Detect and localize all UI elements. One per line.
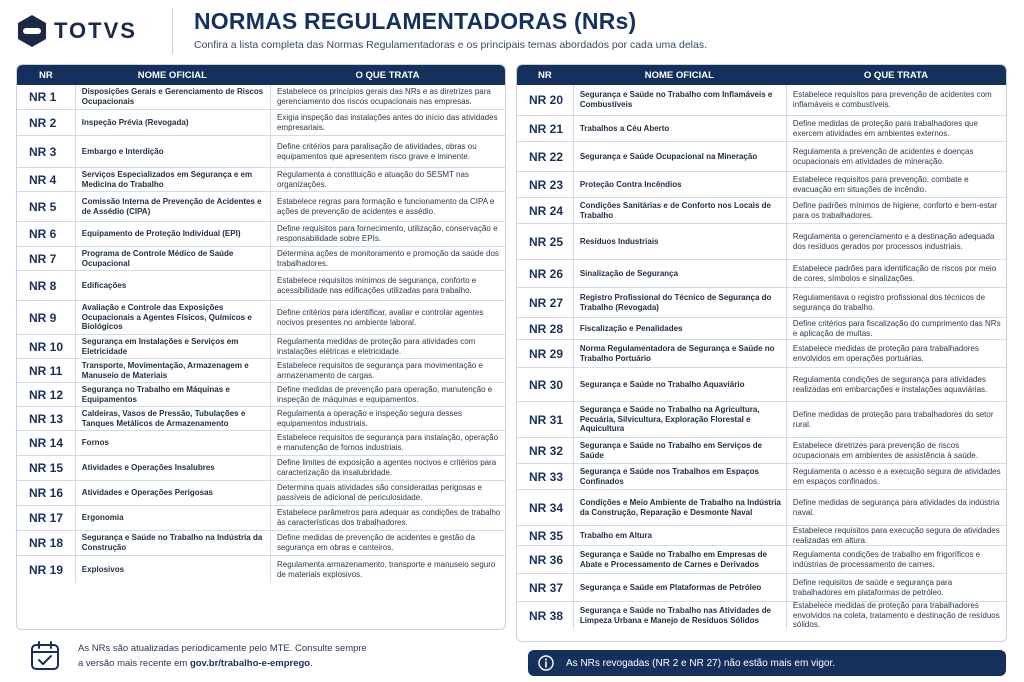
- table-row: [517, 259, 1006, 287]
- gov-link[interactable]: gov.br/trabalho-e-emprego: [189, 658, 311, 669]
- nr-number: NR 11: [29, 363, 63, 378]
- nr-official-name: Explosivos: [75, 556, 270, 583]
- nr-number: NR 4: [29, 172, 57, 187]
- nr-description: Estabelece parâmetros para adequar as condições de trabalho às características dos trabalhadores.: [270, 506, 505, 530]
- nr-official-name: Segurança e Saúde no Trabalho em Serviços de Saúde: [573, 438, 786, 463]
- nr-description: Regulamentava o registro profissional dos técnicos de segurança do trabalho.: [786, 288, 1006, 317]
- nr-description: Define medidas de segurança para atividades da indústria naval.: [786, 490, 1006, 525]
- table-row: [17, 455, 505, 480]
- nr-description: Define padrões mínimos de higiene, conforto e bem-estar para os trabalhadores.: [786, 198, 1006, 223]
- nr-number: NR 27: [529, 295, 564, 310]
- nr-official-name: Segurança e Saúde nos Trabalhos em Espaços Confinados: [573, 464, 786, 489]
- nr-official-name: Segurança e Saúde no Trabalho na Agricultura, Pecuária, Silvicultura, Exploração Florestal e Aquicultura: [573, 402, 786, 437]
- table-row: [517, 525, 1006, 545]
- nr-description: Define limites de exposição a agentes nocivos e critérios para caracterização da insalubridade.: [270, 456, 505, 480]
- update-note-line2: [78, 656, 367, 671]
- page-title: NORMAS REGULAMENTADORAS (NRs): [194, 8, 637, 34]
- table-row: [517, 367, 1006, 401]
- nr-number: NR 16: [29, 486, 64, 500]
- info-icon: [538, 655, 554, 671]
- nr-description: Regulamenta o acesso e a execução segura de atividades em espaços confinados.: [786, 464, 1006, 489]
- table-row: [17, 555, 505, 583]
- nr-official-name: Segurança em Instalações e Serviços em Eletricidade: [75, 335, 270, 358]
- update-note-suffix: .: [310, 658, 313, 669]
- nr-number: NR 34: [529, 500, 564, 515]
- nr-number: NR 33: [529, 469, 564, 484]
- nr-official-name: Trabalhos a Céu Aberto: [573, 116, 786, 141]
- nr-number: NR 14: [29, 436, 64, 450]
- nr-official-name: Avaliação e Controle das Exposições Ocupacionais a Agentes Físicos, Químicos e Biológicos: [75, 301, 270, 334]
- nr-description: Regulamenta condições de segurança para atividades realizadas em embarcações e instalações aquaviárias.: [786, 368, 1006, 401]
- table-row: [517, 141, 1006, 171]
- brand-name: TOTVS: [54, 18, 137, 43]
- nr-official-name: Condições Sanitárias e de Conforto nos Locais de Trabalho: [573, 198, 786, 223]
- nr-official-name: Trabalho em Altura: [573, 526, 786, 545]
- header-divider: [172, 8, 173, 54]
- nr-number: NR 21: [529, 121, 564, 136]
- nr-number: NR 12: [29, 387, 64, 402]
- table-row: [517, 437, 1006, 463]
- nr-description: Define medidas de proteção para trabalhadores do setor rural.: [786, 402, 1006, 437]
- nr-official-name: Edificações: [75, 271, 270, 300]
- nr-number: NR 25: [529, 234, 564, 249]
- nr-description: Define critérios para identificar, avaliar e controlar agentes nocivos presentes no ambiente laboral.: [270, 301, 505, 334]
- nr-description: Regulamenta condições de trabalho em frigoríficos e indústrias de processamento de carnes.: [786, 546, 1006, 573]
- table-header: [17, 65, 505, 85]
- nr-official-name: Programa de Controle Médico de Saúde Ocupacional: [75, 247, 270, 270]
- nr-description: Estabelece requisitos para prevenção, combate e evacuação em situações de incêndio.: [786, 172, 1006, 197]
- nr-description: Estabelece regras para formação e funcionamento da CIPA e ações de prevenção de acidentes e assédio.: [270, 192, 505, 221]
- nr-description: Define critérios para paralisação de atividades, obras ou equipamentos que apresentem risco grave e iminente.: [270, 136, 505, 167]
- table-row: [517, 223, 1006, 259]
- table-body: [517, 85, 1006, 629]
- table-row: [517, 401, 1006, 437]
- nr-number: NR 3: [29, 144, 57, 159]
- table-row: [17, 505, 505, 530]
- table-row: [17, 334, 505, 358]
- header: [0, 0, 1024, 62]
- nr-number: NR 30: [529, 377, 564, 392]
- column-header-name: NOME OFICIAL: [137, 69, 207, 81]
- nr-description: Exigia inspeção das instalações antes do início das atividades empresariais.: [270, 110, 505, 135]
- column-header-nr: NR: [538, 69, 552, 81]
- update-note-prefix: a versão mais recente em: [78, 658, 190, 669]
- nr-number: NR 1: [29, 90, 57, 104]
- revoked-notice: [528, 650, 1006, 676]
- nr-description: Estabelece medidas de proteção para trabalhadores envolvidos em operações portuárias.: [786, 340, 1006, 367]
- nr-official-name: Caldeiras, Vasos de Pressão, Tubulações e Tanques Metálicos de Armazenamento: [75, 407, 270, 430]
- nr-official-name: Segurança e Saúde no Trabalho na Indústria da Construção: [75, 531, 270, 555]
- nr-number: NR 37: [529, 580, 564, 595]
- nr-number: NR 5: [29, 199, 57, 214]
- nr-official-name: Comissão Interna de Prevenção de Acidentes e de Assédio (CIPA): [75, 192, 270, 221]
- nr-official-name: Norma Regulamentadora de Segurança e Saúde no Trabalho Portuário: [573, 340, 786, 367]
- column-header-nr: NR: [39, 69, 53, 81]
- nr-description: Estabelece requisitos para prevenção de acidentes com inflamáveis e combustíveis.: [786, 85, 1006, 115]
- nr-description: Estabelece diretrizes para prevenção de riscos ocupacionais em ambientes de assistência à saúde.: [786, 438, 1006, 463]
- table-row: [517, 601, 1006, 629]
- table-row: [517, 339, 1006, 367]
- table-row: [17, 382, 505, 406]
- nr-official-name: Segurança no Trabalho em Máquinas e Equipamentos: [75, 383, 270, 406]
- nr-description: Regulamenta medidas de proteção para atividades com instalações elétricas e eletricidade.: [270, 335, 505, 358]
- totvs-logo[interactable]: [16, 14, 137, 48]
- nr-description: Determina quais atividades são consideradas perigosas e passíveis de adicional de periculosidade.: [270, 481, 505, 505]
- nr-description: Define medidas de prevenção para operação, manutenção e inspeção de máquinas e equipamentos.: [270, 383, 505, 406]
- nr-description: Estabelece requisitos de segurança para movimentação e armazenamento de cargas.: [270, 359, 505, 382]
- table-header: [517, 65, 1006, 85]
- table-row: [17, 406, 505, 430]
- table-body: [17, 85, 505, 583]
- table-row: [517, 545, 1006, 573]
- nr-official-name: Disposições Gerais e Gerenciamento de Riscos Ocupacionais: [75, 85, 270, 109]
- nr-description: Regulamenta a prevenção de acidentes e doenças ocupacionais em atividades de mineração.: [786, 142, 1006, 171]
- nr-number: NR 22: [529, 149, 564, 164]
- table-row: [17, 430, 505, 455]
- nr-number: NR 9: [29, 310, 57, 325]
- nr-number: NR 18: [29, 536, 64, 550]
- table-row: [517, 463, 1006, 489]
- table-row: [17, 221, 505, 246]
- table-row: [517, 85, 1006, 115]
- nr-official-name: Condições e Meio Ambiente de Trabalho na Indústria da Construção, Reparação e Desmonte Naval: [573, 490, 786, 525]
- nr-official-name: Segurança e Saúde no Trabalho com Inflamáveis e Combustíveis: [573, 85, 786, 115]
- nr-number: NR 26: [529, 266, 564, 281]
- nr-number: NR 20: [529, 93, 564, 107]
- table-row: [517, 197, 1006, 223]
- nr-description: Define medidas de proteção para trabalhadores que exercem atividades em ambientes externos.: [786, 116, 1006, 141]
- nr-description: Define critérios para fiscalização do cumprimento das NRs e aplicação de multas.: [786, 318, 1006, 339]
- nr-official-name: Inspeção Prévia (Revogada): [75, 110, 270, 135]
- nr-number: NR 19: [29, 562, 64, 577]
- table-row: [517, 317, 1006, 339]
- column-header-desc: O QUE TRATA: [863, 69, 928, 81]
- table-row: [17, 135, 505, 167]
- totvs-logo-icon: [16, 14, 48, 48]
- nr-description: Regulamenta a constituição e atuação do SESMT nas organizações.: [270, 168, 505, 191]
- table-row: [17, 480, 505, 505]
- table-row: [517, 489, 1006, 525]
- table-row: [17, 167, 505, 191]
- nr-table-left: [16, 64, 506, 630]
- revoked-notice-text: As NRs revogadas (NR 2 e NR 27) não estão mais em vigor.: [566, 657, 835, 669]
- nr-description: Estabelece os princípios gerais das NRs e as diretrizes para gerenciamento dos riscos ocupacionais nas empresas.: [270, 85, 505, 109]
- nr-official-name: Fiscalização e Penalidades: [573, 318, 786, 339]
- nr-number: NR 31: [529, 412, 564, 427]
- calendar-check-icon: [30, 640, 60, 672]
- nr-number: NR 28: [529, 321, 564, 336]
- nr-official-name: Embargo e Interdição: [75, 136, 270, 167]
- nr-official-name: Segurança e Saúde no Trabalho Aquaviário: [573, 368, 786, 401]
- table-row: [17, 530, 505, 555]
- nr-description: Define medidas de prevenção de acidentes e gestão da segurança em obras e canteiros.: [270, 531, 505, 555]
- table-row: [17, 300, 505, 334]
- nr-official-name: Fornos: [75, 431, 270, 455]
- update-note-line1: As NRs são atualizadas periodicamente pelo MTE. Consulte sempre: [78, 642, 367, 654]
- update-note: [30, 640, 367, 672]
- nr-official-name: Transporte, Movimentação, Armazenagem e Manuseio de Materiais: [75, 359, 270, 382]
- nr-description: Estabelece padrões para identificação de riscos por meio de cores, símbolos e sinalizações.: [786, 260, 1006, 287]
- nr-number: NR 8: [29, 278, 57, 293]
- nr-number: NR 10: [29, 339, 64, 354]
- nr-number: NR 38: [529, 608, 564, 623]
- table-row: [17, 85, 505, 109]
- table-row: [17, 270, 505, 300]
- nr-official-name: Atividades e Operações Perigosas: [75, 481, 270, 505]
- nr-number: NR 6: [29, 227, 57, 241]
- page-subtitle: Confira a lista completa das Normas Regulamentadoras e os principais temas abordados por cada uma delas.: [194, 39, 708, 51]
- nr-official-name: Segurança e Saúde em Plataformas de Petróleo: [573, 574, 786, 601]
- nr-description: Estabelece requisitos mínimos de segurança, conforto e acessibilidade nas edificações utilizadas para trabalho.: [270, 271, 505, 300]
- table-row: [517, 171, 1006, 197]
- table-row: [517, 287, 1006, 317]
- table-row: [17, 191, 505, 221]
- nr-description: Estabelece medidas de proteção para trabalhadores envolvidos na coleta, tratamento e destinação de resíduos sólidos.: [786, 602, 1006, 629]
- nr-official-name: Equipamento de Proteção Individual (EPI): [75, 222, 270, 246]
- update-note-text: [78, 641, 367, 671]
- table-row: [517, 115, 1006, 141]
- nr-official-name: Proteção Contra Incêndios: [573, 172, 786, 197]
- table-row: [17, 358, 505, 382]
- nr-official-name: Registro Profissional do Técnico de Segurança do Trabalho (Revogada): [573, 288, 786, 317]
- table-row: [17, 246, 505, 270]
- nr-official-name: Serviços Especializados em Segurança e em Medicina do Trabalho: [75, 168, 270, 191]
- nr-number: NR 2: [29, 115, 57, 130]
- nr-description: Define requisitos para fornecimento, utilização, conservação e responsabilidade sobre EPIs.: [270, 222, 505, 246]
- nr-table-right: [516, 64, 1007, 642]
- table-row: [17, 109, 505, 135]
- nr-official-name: Sinalização de Segurança: [573, 260, 786, 287]
- nr-description: Regulamenta armazenamento, transporte e manuseio seguro de materiais explosivos.: [270, 556, 505, 583]
- nr-official-name: Resíduos Industriais: [573, 224, 786, 259]
- nr-number: NR 35: [529, 528, 564, 543]
- nr-number: NR 32: [529, 443, 564, 458]
- nr-number: NR 15: [29, 461, 64, 475]
- nr-description: Determina ações de monitoramento e promoção da saúde dos trabalhadores.: [270, 247, 505, 270]
- nr-description: Estabelece requisitos de segurança para instalação, operação e manutenção de fornos industriais.: [270, 431, 505, 455]
- nr-description: Regulamenta a operação e inspeção segura desses equipamentos industriais.: [270, 407, 505, 430]
- nr-number: NR 17: [29, 511, 64, 525]
- nr-number: NR 29: [529, 346, 564, 361]
- nr-official-name: Segurança e Saúde no Trabalho nas Atividades de Limpeza Urbana e Manejo de Resíduos Sólidos: [573, 602, 786, 629]
- nr-number: NR 7: [29, 251, 57, 266]
- nr-description: Regulamenta o gerenciamento e a destinação adequada dos resíduos gerados por processos industriais.: [786, 224, 1006, 259]
- nr-official-name: Ergonomia: [75, 506, 270, 530]
- nr-description: Define requisitos de saúde e segurança para trabalhadores em plataformas de petróleo.: [786, 574, 1006, 601]
- nr-description: Estabelece requisitos para execução segura de atividades realizadas em altura.: [786, 526, 1006, 545]
- nr-number: NR 23: [529, 177, 564, 192]
- nr-official-name: Segurança e Saúde no Trabalho em Empresas de Abate e Processamento de Carnes e Derivados: [573, 546, 786, 573]
- nr-official-name: Atividades e Operações Insalubres: [75, 456, 270, 480]
- column-header-name: NOME OFICIAL: [644, 69, 714, 81]
- nr-official-name: Segurança e Saúde Ocupacional na Mineração: [573, 142, 786, 171]
- table-row: [517, 573, 1006, 601]
- nr-number: NR 13: [29, 411, 64, 426]
- nr-number: NR 24: [529, 203, 564, 218]
- column-header-desc: O QUE TRATA: [355, 69, 420, 81]
- nr-number: NR 36: [529, 552, 564, 567]
